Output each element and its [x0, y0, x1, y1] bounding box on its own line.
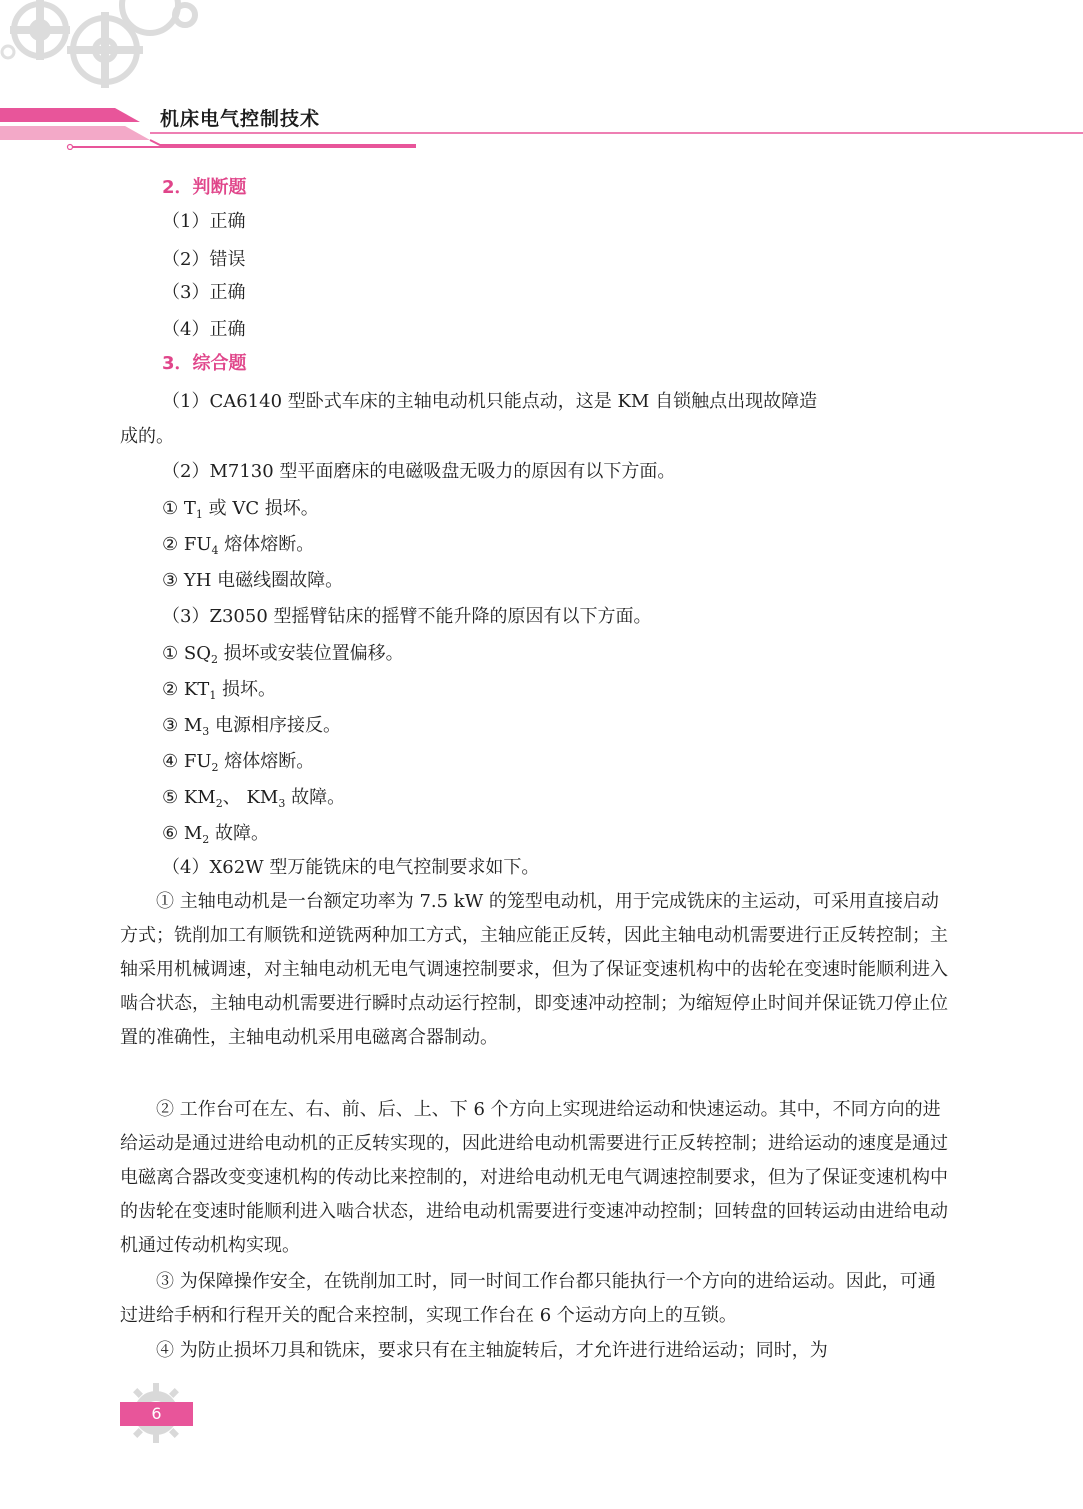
- question-4-paragraph-2: ② 工作台可在左、右、前、后、上、下 6 个方向上实现进给运动和快速运动。其中，不同方向的进给运动是通过进给电动机的正反转实现的，因此进给电动机需要进行正反转控制；进给运动的速度是通过电磁离合器改变变速机构的传动比来控制的，对进给电动机无电气调速控制要求，但为了保证变速机构中的齿轮在变速时能顺利进入啮合状态，进给电动机需要进行变速冲动控制；回转盘的回转运动由进给电动机通过传动机构实现。: [120, 1099, 948, 1256]
- question-4-paragraph-3: ③ 为保障操作安全，在铣削加工时，同一时间工作台都只能执行一个方向的进给运动。因此，可通过进给手柄和行程开关的配合来控制，实现工作台在 6 个运动方向上的互锁。: [120, 1271, 936, 1326]
- list-item: ③ YH 电磁线圈故障。: [162, 570, 344, 591]
- list-item: （2）错误: [162, 249, 246, 270]
- list-item: ② $KT_1$ 损坏。: [162, 679, 277, 702]
- list-item: ④ $FU_2$ 熔体熔断。: [162, 751, 315, 774]
- list-item: ③ $M_3$ 电源相序接反。: [162, 715, 342, 738]
- running-header-title: 机床电气控制技术: [160, 108, 321, 130]
- list-item: ② $FU_4$ 熔体熔断。: [162, 534, 315, 557]
- question-2: （2）M7130 型平面磨床的电磁吸盘无吸力的原因有以下方面。: [162, 461, 676, 482]
- list-item: ⑤ $KM_2$、 $KM_3$ 故障。: [162, 787, 346, 810]
- gears-decoration-icon: [0, 0, 220, 110]
- question-4-paragraph-1: ① 主轴电动机是一台额定功率为 7.5 kW 的笼型电动机，用于完成铣床的主运动，可采用直接启动方式；铣削加工有顺铣和逆铣两种加工方式，主轴应能正反转，因此主轴电动机需要进行正反转控制；主轴采用机械调速，对主轴电动机无电气调速控制要求，但为了保证变速机构中的齿轮在变速时能顺利进入啮合状态，主轴电动机需要进行瞬时点动运行控制，即变速冲动控制；为缩短停止时间并保证铣刀停止位置的准确性，主轴电动机采用电磁离合器制动。: [120, 891, 948, 1048]
- section-heading-judgment: 2．判断题: [162, 177, 247, 198]
- section-heading-comprehensive: 3．综合题: [162, 353, 247, 374]
- list-item: （1）正确: [162, 211, 246, 232]
- list-item: ① $SQ_2$ 损坏或安装位置偏移。: [162, 643, 404, 666]
- list-item: （4）正确: [162, 319, 246, 340]
- question-1-line-2: 成的。: [120, 426, 174, 447]
- question-1-line-1: （1）CA6140 型卧式车床的主轴电动机只能点动，这是 KM 自锁触点出现故障造: [162, 391, 818, 412]
- list-item: ⑥ $M_2$ 故障。: [162, 823, 270, 846]
- list-item: （3）正确: [162, 282, 246, 303]
- list-item: ① $T_1$ 或 VC 损坏。: [162, 498, 319, 521]
- page-number: 6: [120, 1402, 193, 1426]
- question-4: （4）X62W 型万能铣床的电气控制要求如下。: [162, 857, 540, 878]
- question-4-paragraph-4: ④ 为防止损坏刀具和铣床，要求只有在主轴旋转后，才允许进行进给运动；同时，为: [156, 1340, 828, 1361]
- question-3: （3）Z3050 型摇臂钻床的摇臂不能升降的原因有以下方面。: [162, 606, 652, 627]
